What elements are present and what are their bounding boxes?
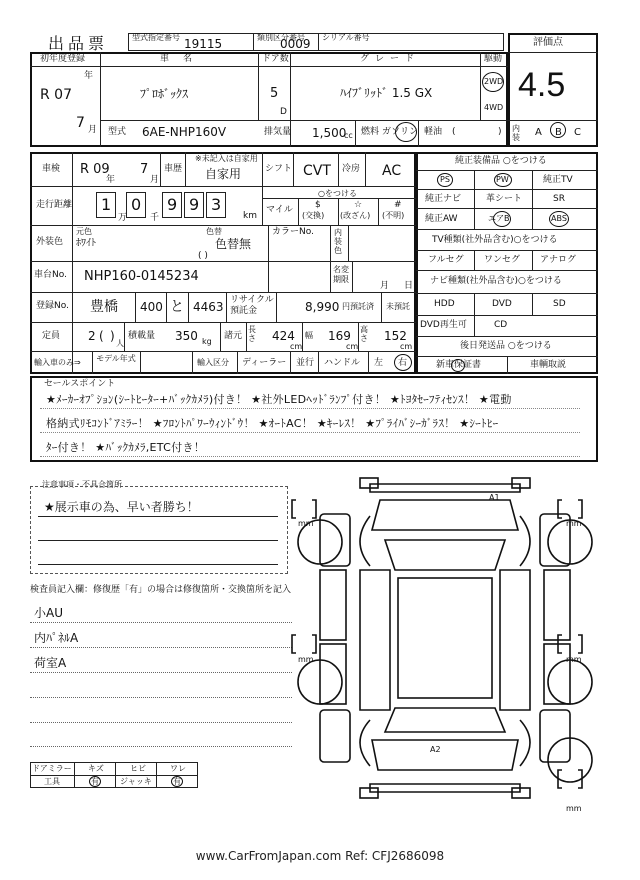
inspector-item-2: 内ﾊﾟﾈﾙA bbox=[34, 631, 79, 645]
type-cert-value: 19115 bbox=[184, 37, 223, 51]
recycle-label: リサイクル預託金 bbox=[230, 295, 274, 316]
equip-abs: ABS bbox=[551, 214, 567, 223]
equip-airbag: エアB bbox=[488, 214, 510, 223]
height-value: 152 bbox=[384, 329, 407, 343]
color-label: 外装色 bbox=[36, 237, 64, 247]
color-original: ﾎﾜｲﾄ bbox=[76, 238, 96, 249]
model-label: 型式 bbox=[108, 127, 127, 137]
history-value: 自家用 bbox=[205, 167, 242, 181]
navi-hdd: HDD bbox=[434, 299, 455, 309]
equip-genuine-aw: 純正AW bbox=[425, 214, 458, 224]
navi-type-label: ナビ種類(社外品含む)○をつける bbox=[430, 276, 562, 286]
equip-genuine-navi: 純正ナビ bbox=[425, 194, 462, 204]
tv-type-label: TV種類(社外品含む)○をつける bbox=[432, 235, 558, 245]
displacement-label: 排気量 bbox=[264, 127, 292, 137]
dims-label: 諸元 bbox=[224, 331, 243, 341]
displacement-value: 1,500 bbox=[312, 126, 347, 140]
interior-grade-a: A bbox=[535, 127, 542, 138]
mileage-digit-2: 0 bbox=[131, 195, 142, 214]
equip-sr: SR bbox=[553, 194, 565, 204]
import-label: 輸入車のみ⇒ bbox=[34, 358, 81, 367]
sales-line-3: ﾀｰ付き！ ★ﾊﾞｯｸｶﾒﾗ,ETC付き！ bbox=[46, 441, 206, 454]
drive-4wd: 4WD bbox=[484, 103, 504, 112]
inspection-label: 車検 bbox=[42, 164, 61, 174]
door-count: 5 bbox=[270, 86, 279, 101]
reg-number: 4463 bbox=[193, 300, 224, 314]
tv-fullseg: フルセグ bbox=[428, 255, 464, 265]
colorno-label: カラーNo. bbox=[272, 227, 314, 237]
score-value: 4.5 bbox=[518, 66, 566, 104]
shift-label: シフト bbox=[265, 164, 293, 174]
front-damage-mark: A1 bbox=[489, 493, 500, 502]
drive-label: 駆動 bbox=[484, 54, 503, 64]
type-cert-label: 型式指定番号 bbox=[132, 33, 180, 42]
recycle-value: 8,990 bbox=[305, 300, 340, 314]
inspector-note: 検査員記入欄：修復歴「有」の場合は修復箇所・交換箇所を記入 bbox=[30, 585, 292, 595]
mileage-label: 走行距離 bbox=[36, 200, 73, 210]
length-value: 424 bbox=[272, 329, 295, 343]
notes-line-1: ★展示車の為、早い者勝ち！ bbox=[44, 500, 199, 514]
interior-label: 内装 bbox=[512, 124, 520, 142]
ac-label: 冷房 bbox=[342, 164, 361, 174]
interior-grade-b: B bbox=[555, 127, 562, 138]
mileage-digit-5: 3 bbox=[211, 195, 222, 214]
rear-damage-mark: A2 bbox=[430, 745, 441, 754]
genuine-equipment-label: 純正装備品 ○をつける bbox=[455, 156, 547, 166]
mileage-digit-3: 9 bbox=[167, 195, 178, 214]
sales-points-label: セールスポイント bbox=[44, 379, 116, 389]
vehicle-manual: 車輌取説 bbox=[530, 360, 567, 370]
history-label: 車歴 bbox=[164, 164, 183, 174]
chassis-number: NHP160-0145234 bbox=[84, 269, 199, 284]
reg-class: 400 bbox=[140, 300, 163, 314]
first-reg-era: R 07 bbox=[40, 87, 72, 103]
mileage-digit-4: 9 bbox=[189, 195, 200, 214]
reg-kana: と bbox=[170, 299, 184, 315]
mileage-digit-1: 1 bbox=[101, 195, 112, 214]
doors-label: ドア数 bbox=[262, 54, 289, 64]
category-value: 0009 bbox=[280, 37, 311, 51]
name-change-label: 名変期限 bbox=[333, 265, 349, 284]
fuel-diesel: 軽油 bbox=[424, 127, 443, 137]
inspection-month: 7 bbox=[140, 162, 149, 177]
equip-pw: PW bbox=[496, 175, 509, 184]
chassis-label: 車台No. bbox=[34, 270, 67, 280]
ac-value: AC bbox=[382, 163, 402, 179]
later-delivery-label: 後日発送品 ○をつける bbox=[460, 341, 552, 351]
name-label: 車名 bbox=[160, 54, 207, 64]
dvd-playback: DVD再生可 bbox=[420, 320, 467, 330]
load-label: 積載量 bbox=[128, 331, 156, 341]
equip-leather: 革シート bbox=[486, 194, 523, 204]
load-value: 350 bbox=[175, 329, 198, 343]
category-label: 類別区分番号 bbox=[257, 33, 305, 42]
width-value: 169 bbox=[328, 329, 351, 343]
first-reg-label: 初年度登録 bbox=[40, 54, 86, 64]
grade-value: ﾊｲﾌﾞﾘｯﾄﾞ 1.5 GX bbox=[340, 86, 433, 100]
inspector-item-3: 荷室A bbox=[34, 656, 67, 670]
navi-sd: SD bbox=[553, 299, 566, 309]
shift-value: CVT bbox=[303, 163, 331, 179]
navi-dvd: DVD bbox=[492, 299, 512, 309]
first-reg-month: 7 bbox=[76, 115, 85, 131]
fuel-selected-circle bbox=[395, 122, 417, 142]
sales-line-1: ★ﾒｰｶｰｵﾌﾟｼｮﾝ(ｼｰﾄﾋｰﾀｰ+ﾊﾞｯｸｶﾒﾗ)付き！ ★社外LEDﾍｯﾄﾞﾗﾝﾌﾟ付き！ ★ﾄﾖﾀｾｰﾌﾃｨｾﾝｽ！ ★電動 bbox=[46, 393, 512, 406]
inspection-era: R 09 bbox=[80, 162, 110, 177]
sheet-title: 出品票 bbox=[48, 34, 109, 53]
serial-label: シリアル番号 bbox=[322, 33, 370, 42]
footer-ref: www.CarFromJapan.com Ref: CFJ2686098 bbox=[195, 849, 445, 863]
handle-label: ハンドル bbox=[324, 358, 361, 368]
equip-genuine-tv: 純正TV bbox=[543, 175, 573, 185]
car-name: ﾌﾟﾛﾎﾞｯｸｽ bbox=[140, 87, 189, 101]
tv-oneseg: ワンセグ bbox=[484, 255, 521, 265]
score-label: 評価点 bbox=[533, 37, 563, 48]
inspector-item-1: 小AU bbox=[34, 606, 63, 620]
equip-ps: PS bbox=[440, 175, 450, 184]
reg-label: 登録No. bbox=[36, 301, 69, 311]
fuel-label: 燃料 bbox=[361, 127, 380, 137]
color-change: 色替無 bbox=[215, 237, 252, 251]
sales-line-2: 格納式ﾘﾓｺﾝﾄﾞｱﾐﾗｰ！ ★ﾌﾛﾝﾄﾊﾟﾜｰｳｨﾝﾄﾞｳ！ ★ｵｰﾄAC！ ★ｷｰﾚｽ！ ★ﾌﾟﾗｲﾊﾞｼｰｶﾞﾗｽ！ ★ｼｰﾄﾋｰ bbox=[46, 417, 499, 430]
import-category-label: 輸入区分 bbox=[197, 358, 229, 367]
notes-label: 注意事項・不具合箇所 bbox=[42, 480, 122, 489]
interior-grade-c: C bbox=[574, 127, 581, 138]
fuel-gasoline: ガソリン bbox=[382, 127, 419, 137]
new-car-warranty: 新車保証書 bbox=[436, 360, 482, 370]
model-year-label: モデル年式 bbox=[96, 354, 136, 363]
handle-right: 右 bbox=[398, 358, 408, 368]
capacity-value: 2 bbox=[88, 329, 96, 343]
model-code: 6AE-NHP160V bbox=[142, 125, 227, 139]
trim-label: 内装色 bbox=[334, 228, 342, 255]
car-diagram bbox=[290, 470, 600, 815]
capacity-label: 定員 bbox=[42, 331, 61, 341]
drive-2wd: 2WD bbox=[484, 77, 504, 86]
mileage-opt-mile: マイル bbox=[266, 205, 293, 215]
tv-analog: アナログ bbox=[540, 255, 577, 265]
cd-playback: CD bbox=[494, 320, 508, 330]
grade-label: グレード bbox=[360, 54, 421, 64]
reg-area: 豊橋 bbox=[90, 299, 118, 315]
